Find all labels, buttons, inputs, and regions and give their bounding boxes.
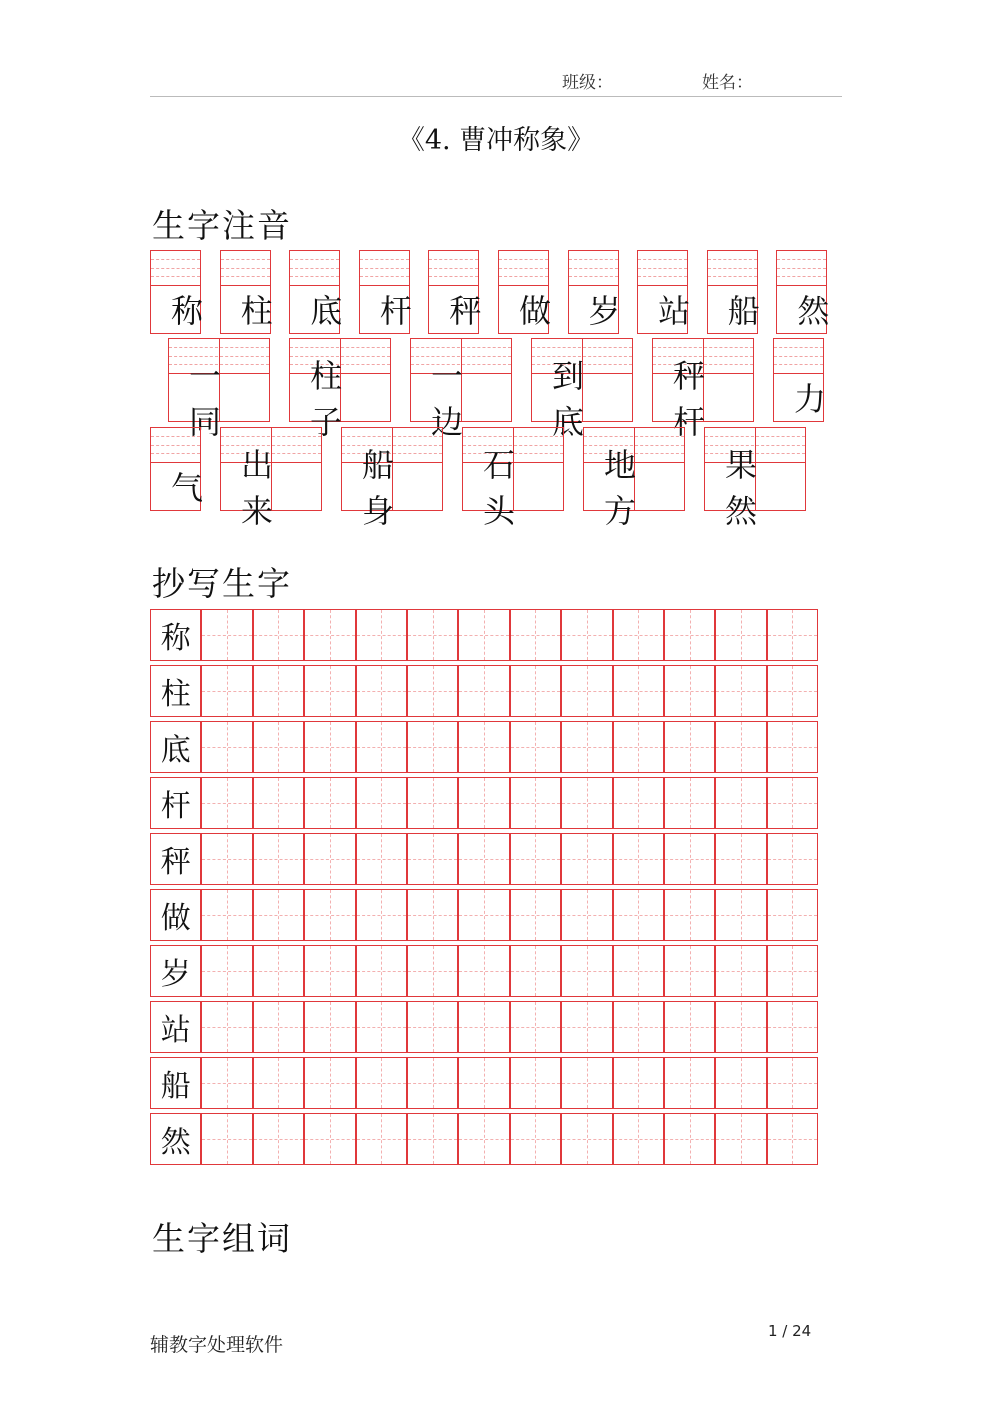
hanzi-text: 一边 bbox=[431, 357, 484, 441]
practice-cell[interactable] bbox=[561, 1113, 612, 1165]
practice-cell[interactable] bbox=[253, 609, 304, 661]
page-number: 1 / 24 bbox=[768, 1322, 812, 1340]
practice-cell[interactable] bbox=[664, 609, 715, 661]
practice-cell[interactable] bbox=[715, 777, 766, 829]
practice-cell[interactable] bbox=[613, 889, 664, 941]
copy-row bbox=[150, 721, 818, 773]
practice-cell[interactable] bbox=[715, 889, 766, 941]
copy-row bbox=[150, 665, 818, 717]
copy-row bbox=[150, 1001, 818, 1053]
hanzi-text: 站 bbox=[658, 292, 711, 330]
hanzi-text: 柱子 bbox=[310, 357, 363, 441]
practice-cell[interactable] bbox=[510, 609, 561, 661]
pinyin-box bbox=[150, 250, 224, 334]
practice-cell[interactable] bbox=[767, 833, 818, 885]
name-label: 姓名： bbox=[702, 73, 753, 93]
model-char-cell bbox=[150, 1113, 201, 1165]
practice-cell[interactable] bbox=[356, 721, 407, 773]
practice-cell[interactable] bbox=[407, 1113, 458, 1165]
practice-cell[interactable] bbox=[356, 665, 407, 717]
practice-cell[interactable] bbox=[356, 889, 407, 941]
practice-cell[interactable] bbox=[613, 1057, 664, 1109]
model-char-cell bbox=[150, 889, 201, 941]
practice-cell[interactable] bbox=[356, 1001, 407, 1053]
practice-cell[interactable] bbox=[201, 665, 252, 717]
pinyin-lines bbox=[499, 251, 548, 286]
practice-cell[interactable] bbox=[715, 721, 766, 773]
practice-cell[interactable] bbox=[201, 1001, 252, 1053]
practice-cell[interactable] bbox=[201, 721, 252, 773]
section-words-heading: 生字组词 bbox=[152, 1219, 292, 1258]
pinyin-box bbox=[341, 427, 443, 530]
hanzi-text: 柱 bbox=[240, 292, 293, 330]
pinyin-box bbox=[168, 338, 270, 441]
hanzi-text: 杆 bbox=[379, 292, 432, 330]
hanzi-text: 果然 bbox=[725, 446, 778, 530]
practice-cell[interactable] bbox=[715, 1057, 766, 1109]
practice-cell[interactable] bbox=[510, 833, 561, 885]
practice-cell[interactable] bbox=[510, 665, 561, 717]
hanzi-text: 岁 bbox=[588, 292, 641, 330]
practice-cell[interactable] bbox=[458, 777, 509, 829]
model-char: 做 bbox=[160, 901, 191, 936]
practice-cell[interactable] bbox=[664, 777, 715, 829]
practice-cell[interactable] bbox=[510, 1113, 561, 1165]
model-char: 站 bbox=[160, 1013, 191, 1048]
practice-cell[interactable] bbox=[304, 1057, 355, 1109]
practice-cell[interactable] bbox=[356, 777, 407, 829]
class-label: 班级： bbox=[562, 73, 613, 93]
practice-cell[interactable] bbox=[458, 1001, 509, 1053]
copy-row bbox=[150, 945, 818, 997]
practice-cell[interactable] bbox=[561, 665, 612, 717]
practice-cell[interactable] bbox=[201, 833, 252, 885]
practice-cell[interactable] bbox=[304, 1001, 355, 1053]
model-char: 柱 bbox=[160, 677, 191, 712]
pinyin-box bbox=[531, 338, 633, 441]
model-char-cell bbox=[150, 1057, 201, 1109]
practice-cell[interactable] bbox=[664, 665, 715, 717]
hanzi-text: 船身 bbox=[362, 446, 415, 530]
practice-cell[interactable] bbox=[201, 609, 252, 661]
pinyin-lines bbox=[151, 251, 200, 286]
practice-cell[interactable] bbox=[201, 889, 252, 941]
practice-cell[interactable] bbox=[561, 945, 612, 997]
practice-cell[interactable] bbox=[304, 1113, 355, 1165]
practice-cell[interactable] bbox=[407, 889, 458, 941]
practice-cell[interactable] bbox=[561, 609, 612, 661]
pinyin-box bbox=[289, 250, 363, 334]
practice-cell[interactable] bbox=[407, 1001, 458, 1053]
practice-cell[interactable] bbox=[767, 1057, 818, 1109]
hanzi-text: 一同 bbox=[189, 357, 242, 441]
practice-cell[interactable] bbox=[613, 945, 664, 997]
pinyin-lines bbox=[151, 428, 200, 463]
hanzi-text: 做 bbox=[519, 292, 572, 330]
model-char: 秤 bbox=[160, 845, 191, 880]
pinyin-lines bbox=[569, 251, 618, 286]
pinyin-box bbox=[498, 250, 572, 334]
practice-cell[interactable] bbox=[767, 1001, 818, 1053]
practice-cell[interactable] bbox=[561, 777, 612, 829]
practice-cell[interactable] bbox=[407, 721, 458, 773]
practice-cell[interactable] bbox=[767, 1113, 818, 1165]
copy-row bbox=[150, 777, 818, 829]
practice-cell[interactable] bbox=[767, 889, 818, 941]
model-char: 岁 bbox=[160, 957, 191, 992]
practice-cell[interactable] bbox=[304, 833, 355, 885]
copy-row bbox=[150, 609, 818, 661]
practice-cell[interactable] bbox=[613, 833, 664, 885]
practice-cell[interactable] bbox=[613, 777, 664, 829]
pinyin-lines bbox=[638, 251, 687, 286]
hanzi-text: 然 bbox=[797, 292, 850, 330]
model-char: 称 bbox=[160, 621, 191, 656]
model-char-cell bbox=[150, 609, 201, 661]
practice-cell[interactable] bbox=[253, 889, 304, 941]
practice-cell[interactable] bbox=[510, 721, 561, 773]
practice-cell[interactable] bbox=[458, 833, 509, 885]
practice-cell[interactable] bbox=[613, 665, 664, 717]
practice-cell[interactable] bbox=[613, 1113, 664, 1165]
page-title: 《4. 曹冲称象》 bbox=[397, 125, 595, 156]
pinyin-box bbox=[776, 250, 850, 334]
copy-row bbox=[150, 1057, 818, 1109]
practice-cell[interactable] bbox=[715, 945, 766, 997]
hanzi-text: 石头 bbox=[483, 446, 536, 530]
practice-cell[interactable] bbox=[253, 721, 304, 773]
pinyin-box bbox=[150, 427, 224, 511]
practice-cell[interactable] bbox=[561, 889, 612, 941]
practice-cell[interactable] bbox=[304, 889, 355, 941]
practice-cell[interactable] bbox=[715, 1113, 766, 1165]
pinyin-lines bbox=[777, 251, 826, 286]
practice-cell[interactable] bbox=[767, 609, 818, 661]
model-char: 然 bbox=[160, 1125, 191, 1160]
hanzi-text: 到底 bbox=[552, 357, 605, 441]
practice-cell[interactable] bbox=[767, 777, 818, 829]
practice-cell[interactable] bbox=[407, 833, 458, 885]
model-char-cell bbox=[150, 777, 201, 829]
practice-cell[interactable] bbox=[664, 1057, 715, 1109]
hanzi-text: 底 bbox=[310, 292, 363, 330]
model-char-cell bbox=[150, 665, 201, 717]
practice-cell[interactable] bbox=[253, 833, 304, 885]
practice-cell[interactable] bbox=[664, 945, 715, 997]
practice-cell[interactable] bbox=[356, 945, 407, 997]
practice-cell[interactable] bbox=[664, 1113, 715, 1165]
practice-cell[interactable] bbox=[715, 609, 766, 661]
practice-cell[interactable] bbox=[561, 721, 612, 773]
pinyin-lines bbox=[290, 251, 339, 286]
hanzi-text: 称 bbox=[171, 292, 224, 330]
hanzi-text: 船 bbox=[727, 292, 780, 330]
hanzi-text: 地方 bbox=[604, 446, 657, 530]
practice-cell[interactable] bbox=[510, 1001, 561, 1053]
practice-cell[interactable] bbox=[304, 665, 355, 717]
practice-cell[interactable] bbox=[510, 777, 561, 829]
practice-cell[interactable] bbox=[201, 777, 252, 829]
pinyin-box bbox=[583, 427, 685, 530]
model-char-cell bbox=[150, 945, 201, 997]
pinyin-box bbox=[359, 250, 432, 334]
model-char: 船 bbox=[160, 1069, 191, 1104]
practice-cell[interactable] bbox=[510, 889, 561, 941]
pinyin-lines bbox=[360, 251, 409, 286]
copy-row bbox=[150, 889, 818, 941]
practice-cell[interactable] bbox=[664, 1001, 715, 1053]
practice-cell[interactable] bbox=[458, 721, 509, 773]
pinyin-lines bbox=[708, 251, 757, 286]
model-char: 底 bbox=[160, 733, 191, 768]
header-divider bbox=[150, 96, 842, 97]
copy-row bbox=[150, 1113, 818, 1165]
practice-cell[interactable] bbox=[715, 665, 766, 717]
practice-cell[interactable] bbox=[253, 1113, 304, 1165]
hanzi-text: 秤 bbox=[449, 292, 502, 330]
practice-cell[interactable] bbox=[407, 777, 458, 829]
practice-cell[interactable] bbox=[664, 889, 715, 941]
section-annotate-heading: 生字注音 bbox=[152, 206, 292, 245]
practice-cell[interactable] bbox=[767, 945, 818, 997]
practice-cell[interactable] bbox=[304, 609, 355, 661]
pinyin-box bbox=[773, 338, 847, 422]
practice-cell[interactable] bbox=[664, 833, 715, 885]
hanzi-text: 气 bbox=[171, 469, 224, 507]
practice-cell[interactable] bbox=[767, 665, 818, 717]
practice-cell[interactable] bbox=[201, 1113, 252, 1165]
practice-cell[interactable] bbox=[304, 721, 355, 773]
practice-cell[interactable] bbox=[458, 1057, 509, 1109]
hanzi-text: 出来 bbox=[241, 446, 294, 530]
practice-cell[interactable] bbox=[510, 945, 561, 997]
pinyin-box bbox=[568, 250, 641, 334]
model-char-cell bbox=[150, 721, 201, 773]
practice-cell[interactable] bbox=[561, 1057, 612, 1109]
practice-cell[interactable] bbox=[715, 833, 766, 885]
practice-cell[interactable] bbox=[613, 609, 664, 661]
practice-cell[interactable] bbox=[407, 1057, 458, 1109]
practice-cell[interactable] bbox=[407, 609, 458, 661]
practice-cell[interactable] bbox=[407, 665, 458, 717]
pinyin-box bbox=[637, 250, 711, 334]
pinyin-box bbox=[652, 338, 754, 441]
hanzi-text: 秤杆 bbox=[673, 357, 726, 441]
practice-cell[interactable] bbox=[458, 1113, 509, 1165]
practice-cell[interactable] bbox=[458, 889, 509, 941]
hanzi-text: 力 bbox=[794, 380, 847, 418]
pinyin-lines bbox=[221, 251, 270, 286]
software-name: 辅教字处理软件 bbox=[150, 1334, 284, 1356]
practice-cell[interactable] bbox=[407, 945, 458, 997]
practice-cell[interactable] bbox=[613, 721, 664, 773]
practice-cell[interactable] bbox=[613, 1001, 664, 1053]
practice-cell[interactable] bbox=[356, 1113, 407, 1165]
practice-cell[interactable] bbox=[253, 945, 304, 997]
pinyin-box bbox=[704, 427, 806, 530]
practice-cell[interactable] bbox=[458, 945, 509, 997]
practice-cell[interactable] bbox=[253, 1001, 304, 1053]
pinyin-box bbox=[220, 250, 293, 334]
practice-cell[interactable] bbox=[561, 833, 612, 885]
practice-cell[interactable] bbox=[253, 1057, 304, 1109]
practice-cell[interactable] bbox=[356, 833, 407, 885]
pinyin-box bbox=[428, 250, 502, 334]
pinyin-lines bbox=[774, 339, 823, 374]
model-char-cell bbox=[150, 833, 201, 885]
practice-cell[interactable] bbox=[458, 665, 509, 717]
pinyin-box bbox=[707, 250, 780, 334]
practice-cell[interactable] bbox=[201, 945, 252, 997]
practice-cell[interactable] bbox=[715, 1001, 766, 1053]
practice-cell[interactable] bbox=[253, 777, 304, 829]
pinyin-box bbox=[410, 338, 512, 441]
pinyin-box bbox=[289, 338, 391, 441]
pinyin-lines bbox=[429, 251, 478, 286]
practice-cell[interactable] bbox=[664, 721, 715, 773]
practice-cell[interactable] bbox=[561, 1001, 612, 1053]
pinyin-box bbox=[220, 427, 322, 530]
section-copy-heading: 抄写生字 bbox=[152, 564, 292, 603]
practice-cell[interactable] bbox=[304, 777, 355, 829]
model-char-cell bbox=[150, 1001, 201, 1053]
practice-cell[interactable] bbox=[356, 609, 407, 661]
practice-cell[interactable] bbox=[767, 721, 818, 773]
practice-cell[interactable] bbox=[356, 1057, 407, 1109]
model-char: 杆 bbox=[160, 789, 191, 824]
practice-cell[interactable] bbox=[304, 945, 355, 997]
practice-cell[interactable] bbox=[510, 1057, 561, 1109]
practice-cell[interactable] bbox=[253, 665, 304, 717]
practice-cell[interactable] bbox=[458, 609, 509, 661]
practice-cell[interactable] bbox=[201, 1057, 252, 1109]
pinyin-box bbox=[462, 427, 564, 530]
copy-row bbox=[150, 833, 818, 885]
